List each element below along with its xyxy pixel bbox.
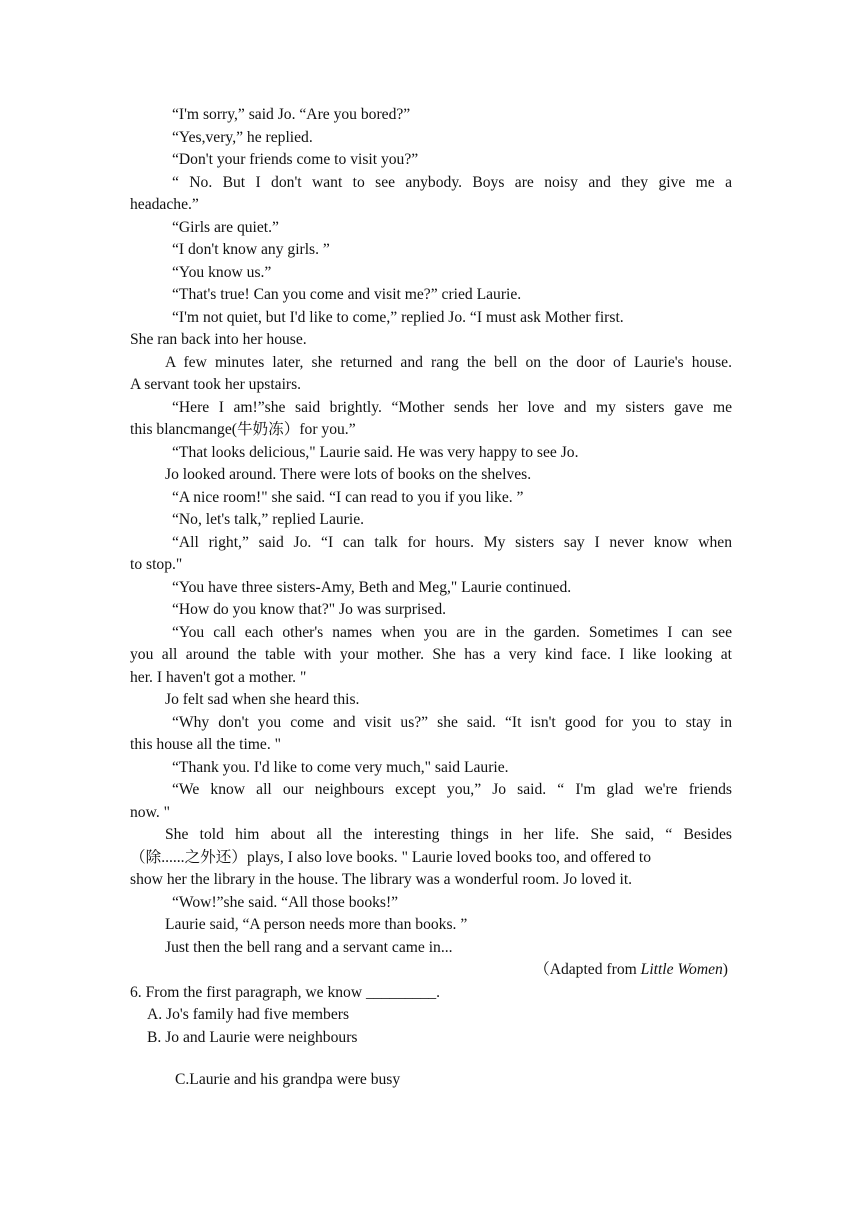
- passage-line: “No, let's talk,” replied Laurie.: [172, 511, 365, 528]
- passage-line: this blancmange(牛奶冻）for you.”: [130, 421, 356, 438]
- passage-line: A few minutes later, she returned and rang the bell on the door of Laurie's house.: [165, 353, 732, 371]
- passage-line: “How do you know that?" Jo was surprised.: [172, 601, 447, 618]
- passage-line: Jo looked around. There were lots of books on the shelves.: [165, 466, 532, 483]
- passage-line: “Wow!”she said. “All those books!”: [172, 893, 399, 911]
- passage-line: “You call each other's names when you are in the garden. Sometimes I can see: [172, 623, 732, 641]
- passage-line: “I don't know any girls. ”: [172, 241, 330, 258]
- passage-line: A servant took her upstairs.: [130, 376, 302, 393]
- passage-line: “You have three sisters-Amy, Beth and Meg," Laurie continued.: [172, 578, 572, 596]
- passage-line: “You know us.”: [172, 263, 272, 281]
- passage-line: She ran back into her house.: [130, 331, 307, 348]
- passage-line: “I'm sorry,” said Jo. “Are you bored?”: [172, 106, 411, 123]
- passage-line: She told him about all the interesting things in her life. She said, “ Besides: [165, 826, 732, 843]
- passage-line: now. ": [130, 803, 171, 821]
- passage-line: （除......之外还）plays, I also love books. " Laurie loved books too, and offered to: [130, 848, 652, 866]
- passage-line: “A nice room!" she said. “I can read to you if you like. ”: [172, 488, 524, 506]
- passage-line: show her the library in the house. The library was a wonderful room. Jo loved it.: [130, 871, 633, 888]
- question-option-a: A. Jo's family had five members: [147, 1006, 350, 1023]
- passage-line: her. I haven't got a mother. ": [130, 668, 307, 686]
- passage-line: “I'm not quiet, but I'd like to come,” replied Jo. “I must ask Mother first.: [172, 308, 624, 326]
- passage-line: “Yes,very,” he replied.: [172, 128, 313, 146]
- passage-line: “That's true! Can you come and visit me?” cried Laurie.: [172, 286, 522, 303]
- source-suffix: ): [722, 961, 728, 978]
- source-attribution: [130, 959, 732, 982]
- passage-line: “ No. But I don't want to see anybody. Boys are noisy and they give me a: [172, 173, 732, 191]
- question-option-c: C.Laurie and his grandpa were busy: [175, 1071, 401, 1088]
- passage-line: Laurie said, “A person needs more than books. ”: [165, 916, 468, 933]
- passage-line: to stop.": [130, 556, 183, 573]
- passage-line: you all around the table with your mother. She has a very kind face. I like looking at: [130, 646, 732, 663]
- question-option-b: B. Jo and Laurie were neighbours: [147, 1028, 358, 1046]
- passage-line: headache.”: [130, 196, 199, 213]
- passage-line: “Why don't you come and visit us?” she said. “It isn't good for you to stay in: [172, 713, 732, 731]
- passage-line: “Thank you. I'd like to come very much," said Laurie.: [172, 758, 509, 776]
- question-stem: 6. From the first paragraph, we know _________.: [130, 983, 441, 1001]
- source-prefix: （Adapted from: [534, 961, 641, 978]
- passage-line: this house all the time. ": [130, 736, 282, 753]
- passage-line: “All right,” said Jo. “I can talk for hours. My sisters say I never know when: [172, 533, 732, 551]
- passage-line: Just then the bell rang and a servant came in...: [165, 938, 453, 956]
- passage-line: “We know all our neighbours except you,” Jo said. “ I'm glad we're friends: [172, 781, 732, 798]
- passage-line: “Don't your friends come to visit you?”: [172, 151, 419, 168]
- source-title: Little Women: [640, 961, 723, 978]
- passage-line: “Girls are quiet.”: [172, 218, 279, 236]
- passage-line: “Here I am!”she said brightly. “Mother sends her love and my sisters gave me: [172, 398, 732, 416]
- passage-line: “That looks delicious," Laurie said. He was very happy to see Jo.: [172, 443, 579, 461]
- passage-line: Jo felt sad when she heard this.: [165, 691, 360, 708]
- reading-passage: [130, 104, 732, 1049]
